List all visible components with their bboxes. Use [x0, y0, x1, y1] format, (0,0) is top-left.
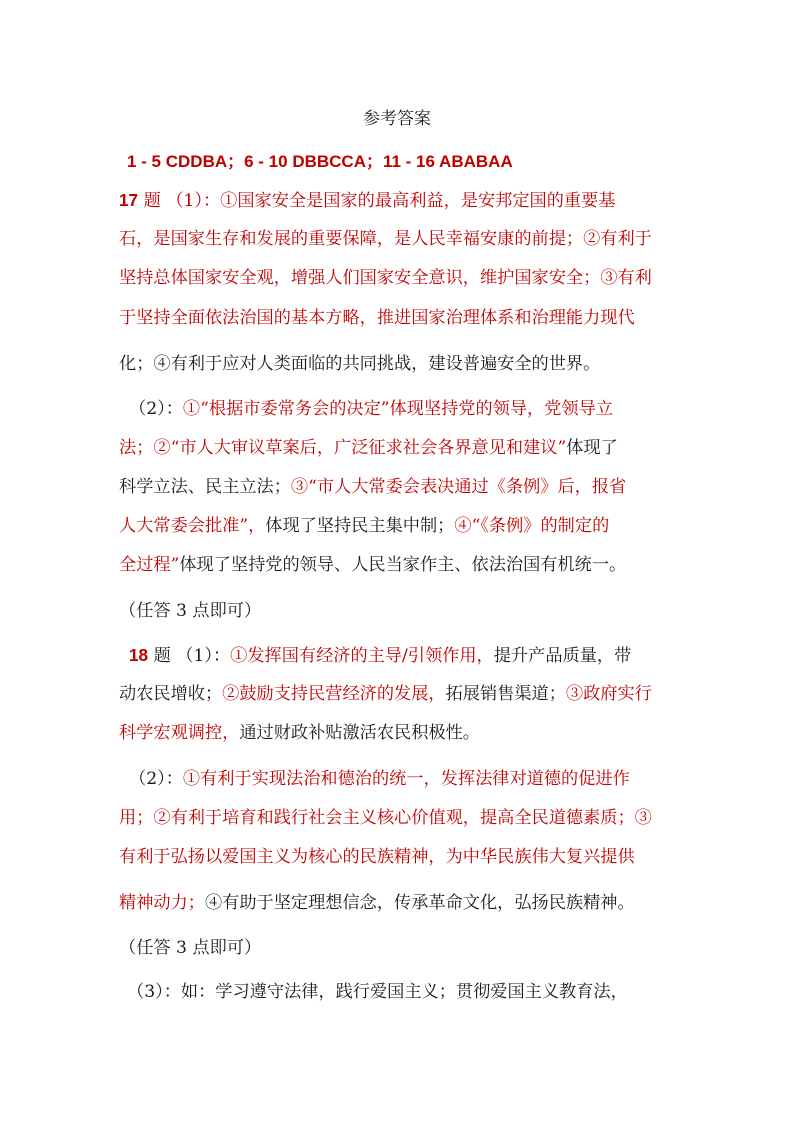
- choice-answers: 1 - 5 CDDBA；6 - 10 DBBCCA；11 - 16 ABABAA: [127, 152, 513, 171]
- q17-note: （任答 3 点即可）: [119, 601, 262, 621]
- q18-note: （任答 3 点即可）: [119, 938, 262, 958]
- q17-part2-line-5: 全过程”体现了坚持党的领导、人民当家作主、依法治国有机统一。: [119, 555, 627, 575]
- q17-part2-line-4: 人大常委会批准”，体现了坚持民主集中制；④“《条例》的制定的: [119, 516, 610, 536]
- q18-number: 18: [129, 645, 149, 665]
- q17-part2-line-2: 法；②“市人大审议草案后，广泛征求社会各界意见和建议”体现了: [119, 438, 618, 458]
- q18-line-3: 科学宏观调控，通过财政补贴激活农民积极性。: [119, 723, 480, 743]
- q18-line-2: 动农民增收；②鼓励支持民营经济的发展，拓展销售渠道；③政府实行: [119, 684, 652, 704]
- q17-line-2: 石，是国家生存和发展的重要保障，是人民幸福安康的前提；②有利于: [119, 229, 652, 249]
- page-title: 参考答案: [363, 109, 431, 129]
- q17-part2-line-3: 科学立法、民主立法；③“市人大常委会表决通过《条例》后，报省: [119, 477, 627, 497]
- q17-number: 17: [119, 190, 139, 210]
- q17-line-5: 化；④有利于应对人类面临的共同挑战，建设普遍安全的世界。: [119, 354, 601, 374]
- q17-line-3: 坚持总体国家安全观，增强人们国家安全意识，维护国家安全；③有利: [119, 268, 652, 288]
- q17-part2-line-1: （2）：①“根据市委常务会的决定”体现坚持党的领导，党领导立: [129, 399, 613, 419]
- q17-line-1: 17 题 （1）：①国家安全是国家的最高利益，是安邦定国的重要基: [119, 190, 616, 211]
- q18-part2-line-3: 有利于弘扬以爱国主义为核心的民族精神，为中华民族伟大复兴提供: [119, 847, 635, 867]
- q18-part2-line-1: （2）：①有利于实现法治和德治的统一，发挥法律对道德的促进作: [129, 769, 630, 789]
- q17-line-4: 于坚持全面依法治国的基本方略，推进国家治理体系和治理能力现代: [119, 308, 635, 328]
- q18-part2-line-4: 精神动力；④有助于坚定理想信念，传承革命文化，弘扬民族精神。: [119, 893, 635, 913]
- q18-part2-line-2: 用；②有利于培育和践行社会主义核心价值观，提高全民道德素质；③: [119, 808, 652, 828]
- q18-line-1: 18 题 （1）：①发挥国有经济的主导/引领作用，提升产品质量，带: [129, 645, 632, 666]
- q18-part3-line-1: （3）：如：学习遵守法律，践行爱国主义；贯彻爱国主义教育法，: [127, 982, 628, 1002]
